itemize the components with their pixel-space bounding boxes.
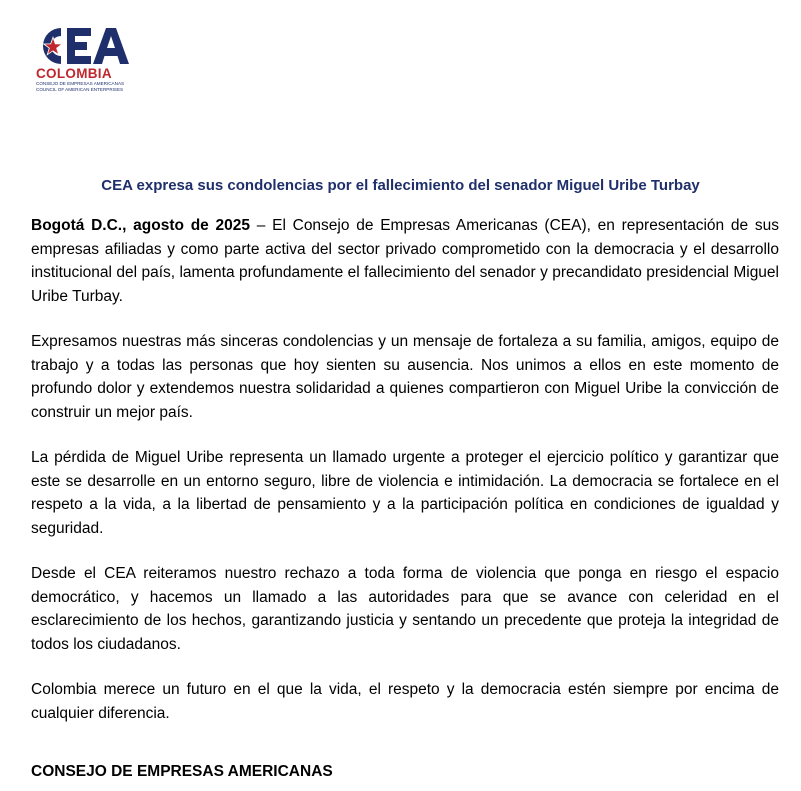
logo-letter-e-stem (67, 28, 75, 64)
paragraph-3: La pérdida de Miguel Uribe representa un llamado urgente a proteger el ejercicio político y garantizar que este se desarrolle en un entorno seguro, libre de violencia e intimidación. La democracia se fortalece en el respeto a la vida, a la libertad de pensamiento y a la participación política en condiciones de igualdad y seguridad. (31, 449, 779, 537)
logo-country: COLOMBIA (36, 66, 112, 81)
paragraph-5: Colombia merece un futuro en el que la vida, el respeto y la democracia estén siempre por encima de cualquier diferencia. (31, 681, 779, 722)
cea-colombia-logo (31, 22, 141, 94)
signature: CONSEJO DE EMPRESAS AMERICANAS (31, 763, 333, 780)
logo-subtitle-en: COUNCIL OF AMERICAN ENTERPRISES (36, 87, 124, 92)
document-body (31, 214, 779, 747)
paragraph-1 (31, 214, 779, 308)
document-title: CEA expresa sus condolencias por el fallecimiento del senador Miguel Uribe Turbay (101, 177, 700, 194)
dateline: Bogotá D.C., agosto de 2025 (31, 217, 251, 234)
cea-logo-graphic (31, 22, 141, 94)
logo-subtitle-es: CONSEJO DE EMPRESAS AMERICANAS (36, 81, 125, 86)
logo-letter-a (93, 28, 129, 64)
paragraph-4: Desde el CEA reiteramos nuestro rechazo a toda forma de violencia que ponga en riesgo el espacio democrático, y hacemos un llamado a las autoridades para que se avance con celeridad en el esclarecimiento de los hechos, garantizando justicia y sentando un precedente que proteja la integridad de todos los ciudadanos. (31, 565, 779, 653)
paragraph-2: Expresamos nuestras más sinceras condolencias y un mensaje de fortaleza a su familia, amigos, equipo de trabajo y a todas las personas que hoy sienten su ausencia. Nos unimos a ellos en este momento de profundo dolor y extendemos nuestra solidaridad a quienes compartieron con Miguel Uribe la convicción de construir un mejor país. (31, 333, 779, 421)
paragraph-1-text: – El Consejo de Empresas Americanas (CEA), en representación de sus empresas afiliadas y como parte activa del sector privado comprometido con la democracia y el desarrollo institucional del país, lamenta profundamente el fallecimiento del senador y precandidato presidencial Miguel Uribe Turbay. (31, 217, 779, 305)
